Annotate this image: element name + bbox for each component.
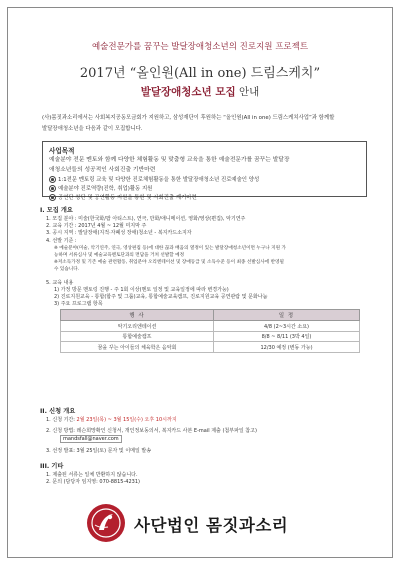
- purpose-description: [49, 156, 360, 175]
- purpose-bullets: [49, 176, 360, 203]
- bullet-circle-icon: [49, 194, 56, 201]
- table-cell: 꿈을 꾸는 아이들의 체육학은 음악회: [61, 342, 214, 353]
- intro-paragraph: [42, 113, 367, 135]
- table-header-event: 행 사: [61, 310, 214, 321]
- criteria-note: ※ 예술분야(미술, 악기연주, 연극, 영상편집 등)에 대한 끊과 배움의 열정이 있는 발달장애청소년이면 누구나 지원 가: [54, 245, 286, 251]
- intro-line: (사)몸짓과소리에서는 사회복지공동모금회가 지원하고, 삼성재단이 후원하는 “올인원(All in one) 드림스케치사업”과 함께할: [42, 115, 335, 121]
- table-cell: 악기오리엔테이션: [61, 321, 214, 332]
- section-heading: III. 기타: [40, 463, 64, 470]
- page-title: 2017년 “올인원(All in one) 드림스케치”: [79, 66, 321, 81]
- list-item: 2. 문의 (담당자 임지영: 070-8815-4231): [46, 479, 140, 486]
- table-cell: 4/8 (2~3시간 소요): [214, 321, 360, 332]
- list-item: 1) 가정 방문 멘토링 진행 - 주 1회 이상(멘토 일정 및 교육일정에 따라 변경가능): [54, 286, 229, 293]
- criteria-note: 수 있습니다.: [54, 267, 80, 273]
- bullet-circle-icon: [49, 176, 56, 183]
- list-item: 공연단 창단 및 공연활동 지원을 통한 및 사회진출 계기마련: [49, 194, 360, 203]
- table-row: [61, 321, 360, 332]
- page-subtitle: [0, 84, 400, 99]
- intro-line: 발달장애청소년을 다음과 같이 모집합니다.: [42, 126, 143, 132]
- purpose-desc-line: 예술분야 전문 멘토와 함께 다양한 체험활동 및 맞춤형 교육을 통한 예술전문가를 꿈꾸는 발달장: [49, 157, 290, 163]
- subtitle-rest: 안내: [235, 86, 260, 98]
- section-recruitment-overview: [40, 205, 370, 353]
- criteria-note: 능하며 서류심사 및 예술교육멘토단과의 면담을 거쳐 선발할 예정: [54, 253, 185, 259]
- list-item: 3. 선정 발표: 3월 25일(토) 문자 및 이메일 발송: [46, 448, 152, 455]
- list-item: 3. 공시 지역 : 발달장애(지적·자폐성 장애)청소년 - 복지카드소지자: [46, 230, 192, 237]
- list-item: 예술분야 진로역량(진학, 취업)활동 지원: [49, 185, 360, 194]
- application-method: 레슨희망확인 신청서, 개인정보동의서, 복지카드 사본 E-mail 제출 (첨부파일 참고): [76, 428, 257, 435]
- application-period: 2월 23일(목) ~ 3월 15일(수) 오후 10시까지: [76, 417, 177, 423]
- tagline: 예술전문가를 꿈꾸는 발달장애청소년의 진로지원 프로젝트: [91, 42, 309, 52]
- table-cell: 12/30 예정 (변동 가능): [214, 342, 360, 353]
- list-item: 1. 제출된 서류는 일체 반환하지 않습니다.: [46, 472, 138, 478]
- program-table: [60, 309, 360, 353]
- list-item: 2) 진로지원교육 - 통합(합주 및 그룹)교육, 통합예술교육캠프, 진로지원교육 공연관람 및 문화나눔: [54, 294, 268, 301]
- table-cell: 통합예술캠프: [61, 331, 214, 342]
- organization-name: 사단법인 몸짓과소리: [134, 516, 289, 535]
- list-item: 3) 주요 프로그램 항목: [54, 301, 103, 308]
- list-item: 1:1전문 멘토링 교육 및 다양한 진로체험활동을 통한 발달장애청소년 진로예술인 양성: [49, 176, 360, 185]
- list-item: 1. 신청 기간: 2월 23일(목) ~ 3월 15일(수) 오후 10시까지: [46, 417, 177, 423]
- table-header-schedule: 일 정: [214, 310, 360, 321]
- list-item: 2. 신청 방법: 레슨희망확인 신청서, 개인정보동의서, 복지카드 사본 E-mail 제출 (첨부파일 참고): [46, 428, 257, 435]
- list-item: 1. 모집 분야 : 미술(한국화/팝 아티스트), 연극, 만화/애니메이션, 영화/영상(편집), 악기연주: [46, 216, 246, 222]
- subtitle-highlight: 발달장애청소년 모집: [140, 86, 236, 98]
- list-item: 2. 교육 기간 : 2017년 4월 ~ 12월 미지막 주: [46, 223, 147, 230]
- list-item: 4. 선발 기준 :: [46, 237, 77, 244]
- section-misc: [40, 461, 370, 486]
- education-heading: 5. 교육 내용: [46, 279, 74, 286]
- purpose-title: 사업목적: [49, 147, 75, 155]
- purpose-box: [42, 141, 367, 201]
- table-row: [61, 342, 360, 353]
- bullet-circle-icon: [49, 185, 56, 192]
- table-cell: 8/8 ~ 8/11 (3박 4일): [214, 331, 360, 342]
- contact-email-link[interactable]: mandsfall@naver.com: [60, 435, 122, 443]
- organization-logo-icon: [86, 503, 126, 543]
- purpose-desc-line: 애청소년들의 성공적인 사회진출 기반마련: [49, 166, 156, 173]
- section-application-overview: [40, 406, 370, 456]
- table-row: [61, 331, 360, 342]
- section-heading: II. 신청 개요: [40, 408, 76, 415]
- table-header-row: [61, 310, 360, 321]
- criteria-note: ※저소득가정 및 기존 예술 관련활동, 취업분야 오리엔테이션 및 장애등급 및 소득수준 등이 최종 선발심사에 반영될: [54, 260, 284, 266]
- section-heading: I. 모집 개요: [40, 207, 73, 214]
- announcement-info: 3월 25일(토) 문자 및 이메일 발송: [76, 448, 152, 455]
